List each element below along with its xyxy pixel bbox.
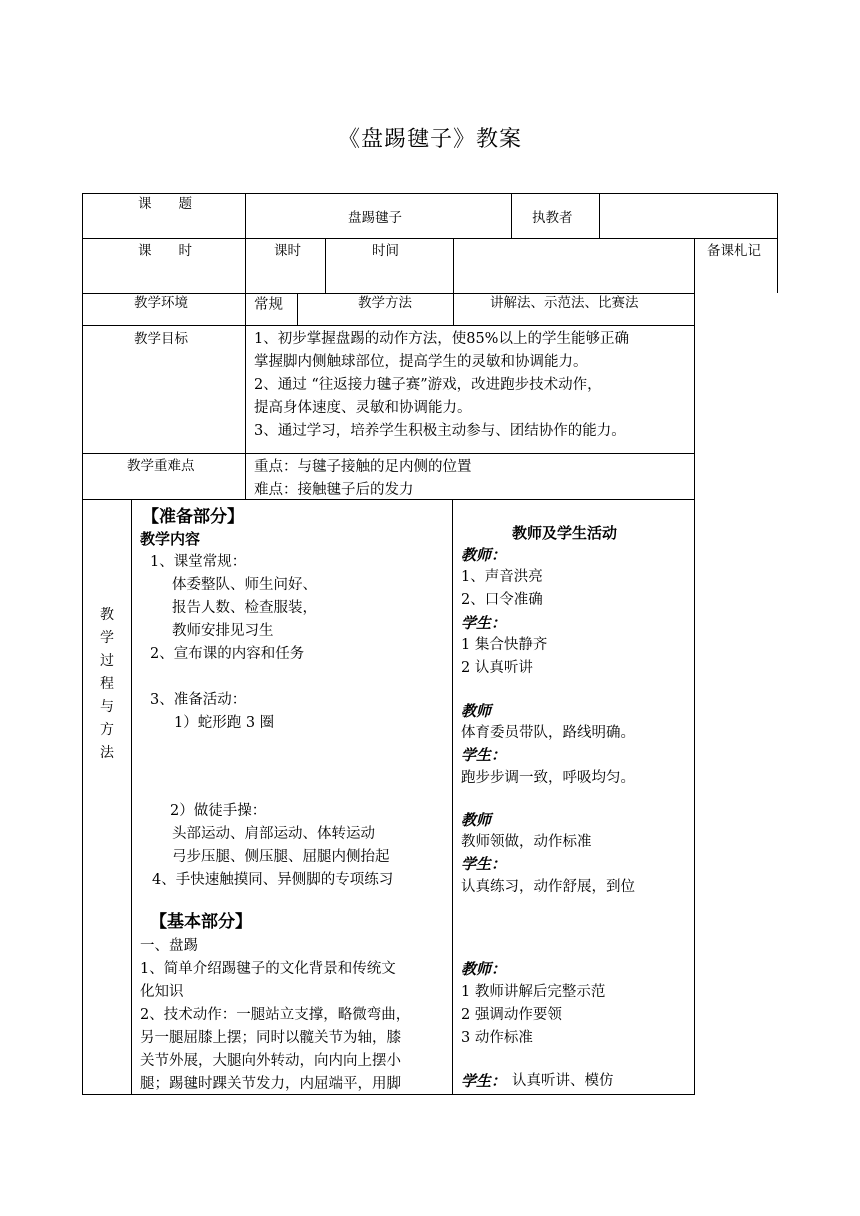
activity-heading: 教师及学生活动 [512,524,618,542]
notes-label: 备课札记 [707,243,761,259]
method-label: 教学方法 [358,295,412,311]
prep-heading: 【准备部分】 [142,507,244,527]
environment-value: 常规 [254,297,283,313]
environment-label: 教学环境 [134,295,188,311]
period-row-label: 课 时 [138,243,192,259]
time-label: 时间 [372,243,399,259]
topic-label: 课 题 [138,196,192,212]
basic-heading: 【基本部分】 [150,912,252,932]
page-title: 《盘踢毽子》教案 [337,127,522,152]
objectives-label: 教学目标 [134,331,188,347]
key-points-label: 教学重难点 [127,458,195,474]
teacher-label: 执教者 [532,210,573,226]
method-value: 讲解法、示范法、比赛法 [490,295,639,311]
topic-value: 盘踢毽子 [348,210,402,226]
content-heading: 教学内容 [140,530,201,548]
period-label: 课时 [274,243,301,259]
process-side-label: 教学过程与方法 [100,607,114,761]
